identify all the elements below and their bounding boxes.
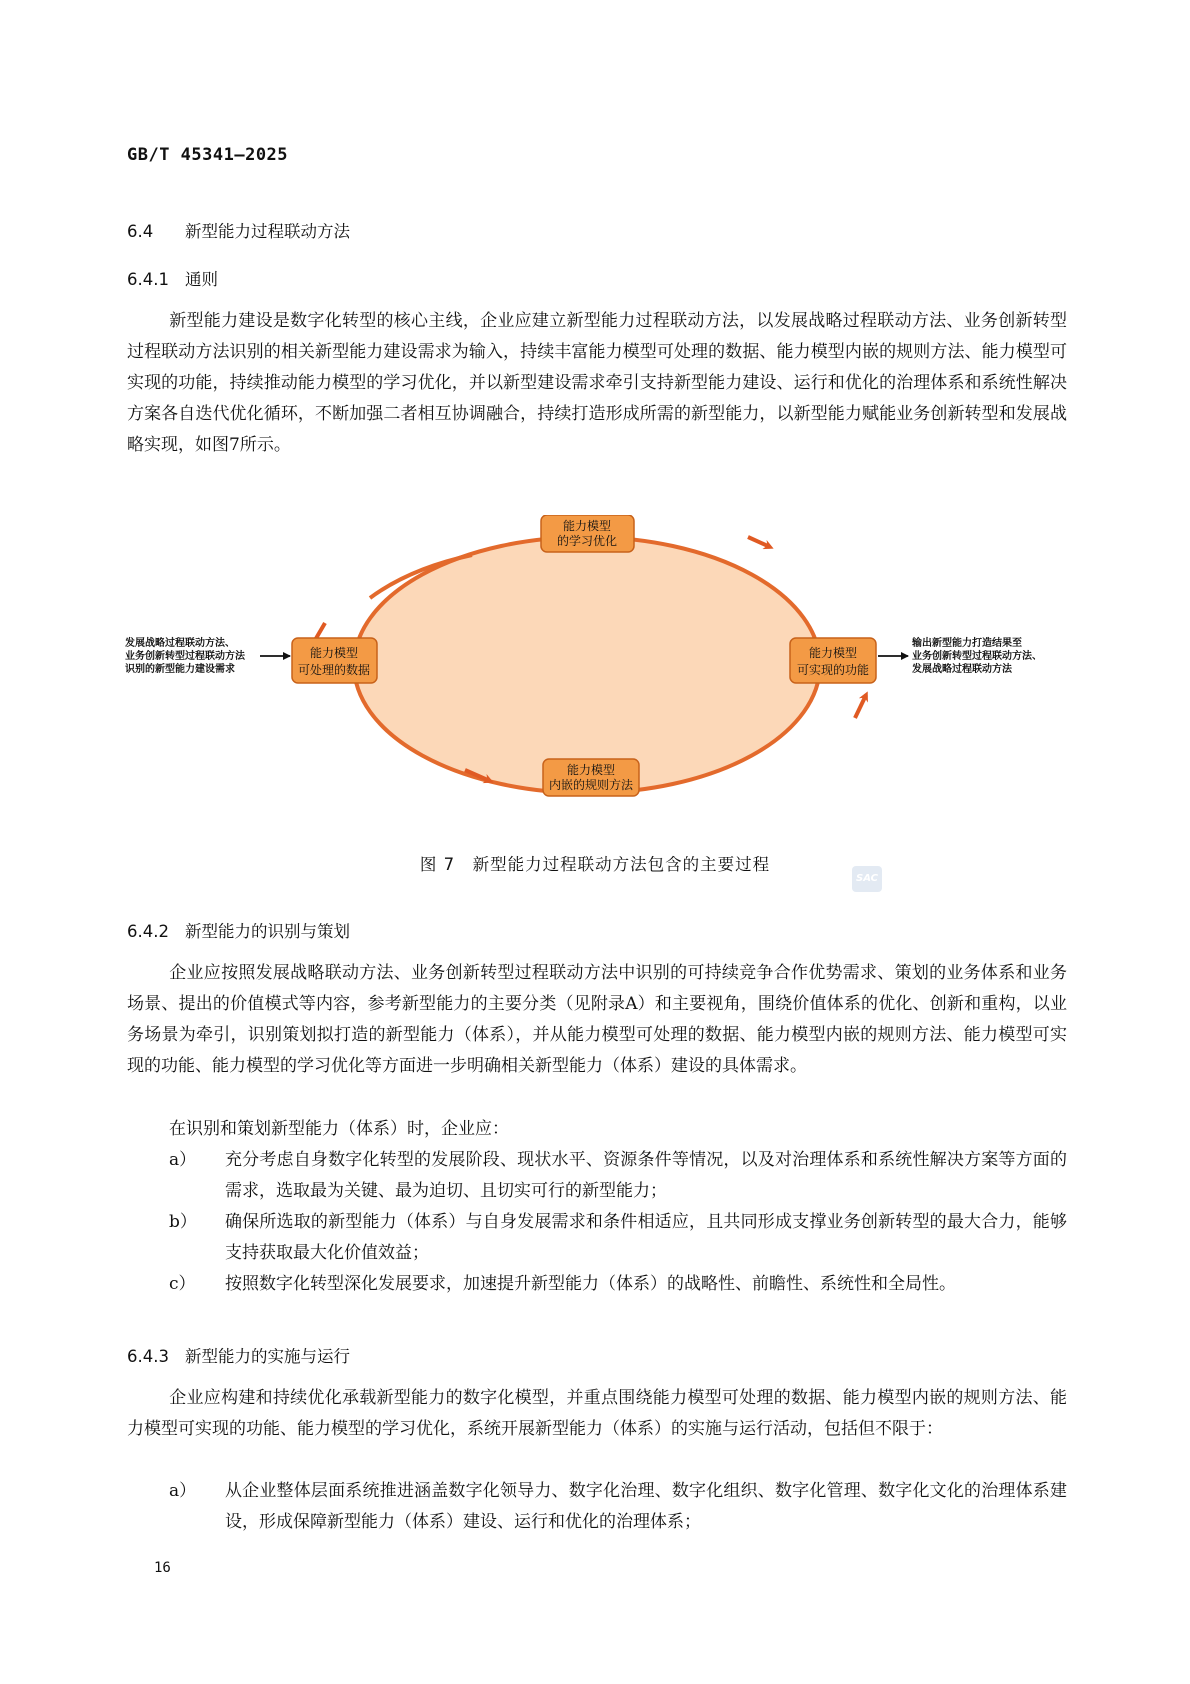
figure-caption: 图 7 新型能力过程联动方法包含的主要过程 [419, 855, 771, 874]
paragraph-6-4-1 [127, 306, 1067, 461]
cycle-arrow-top-right [748, 537, 770, 547]
svg-text:识别的新型能力建设需求: 识别的新型能力建设需求 [125, 664, 235, 675]
paragraph-6-4-2 [127, 958, 1067, 1082]
paragraph-text: 企业应构建和持续优化承载新型能力的数字化模型，并重点围绕能力模型可处理的数据、能力模型内嵌的规则方法、能力模型可实现的功能、能力模型的学习优化，系统开展新型能力（体系）的实施与运行活动，包括但不限于： [127, 1388, 1067, 1439]
node-processable-data [292, 638, 377, 683]
node-label-line1: 能力模型 [309, 646, 359, 660]
paragraph-6-4-3 [127, 1383, 1067, 1445]
section-title: 通则 [185, 270, 218, 289]
figure-7-diagram [120, 515, 1070, 815]
paragraph-6-4-2-lead [127, 1114, 1067, 1145]
node-label-line2: 的学习优化 [556, 534, 618, 548]
section-number: 6.4.3 [127, 1347, 169, 1366]
section-6-4-heading [127, 218, 350, 242]
list-item [127, 1145, 1067, 1207]
paragraph-text: 在识别和策划新型能力（体系）时，企业应： [169, 1119, 509, 1139]
section-number: 6.4 [127, 222, 154, 241]
section-number: 6.4.1 [127, 270, 169, 289]
list-text: 按照数字化转型深化发展要求，加速提升新型能力（体系）的战略性、前瞻性、系统性和全局性。 [225, 1274, 956, 1294]
section-6-4-2-heading [127, 918, 350, 942]
node-label-line2: 可实现的功能 [796, 663, 870, 677]
node-label-line1: 能力模型 [808, 646, 858, 660]
section-number: 6.4.2 [127, 922, 169, 941]
cycle-ellipse [354, 537, 820, 793]
page-number: 16 [154, 1560, 171, 1576]
list-marker: a） [169, 1150, 197, 1170]
input-label [124, 636, 246, 675]
list-item [127, 1207, 1067, 1269]
sac-watermark-logo: SAC [852, 866, 882, 892]
section-title: 新型能力的实施与运行 [185, 1347, 350, 1366]
section-title: 新型能力的识别与策划 [185, 922, 350, 941]
node-label-line1: 能力模型 [562, 519, 612, 533]
svg-text:输出新型能力打造结果至: 输出新型能力打造结果至 [912, 638, 1022, 649]
section-6-4-3-heading [127, 1343, 350, 1367]
node-embedded-rules [543, 759, 639, 796]
list-marker: b） [169, 1212, 197, 1232]
list-text: 充分考虑自身数字化转型的发展阶段、现状水平、资源条件等情况，以及对治理体系和系统性解决方案等方面的需求，选取最为关键、最为迫切、且切实可行的新型能力； [225, 1150, 1067, 1201]
cycle-arrow-to-right [855, 695, 866, 718]
node-label-line1: 能力模型 [566, 763, 616, 777]
paragraph-text: 企业应按照发展战略联动方法、业务创新转型过程联动方法中识别的可持续竞争合作优势需求、策划的业务体系和业务场景、提出的价值模式等内容，参考新型能力的主要分类（见附录A）和主要视角，围绕价值体系的优化、创新和重构，以业务场景为牵引，识别策划拟打造的新型能力（体系），并从能力模型可处理的数据、能力模型内嵌的规则方法、能力模型可实现的功能、能力模型的学习优化等方面进一步明确相关新型能力（体系）建设的具体需求。 [127, 963, 1067, 1076]
standard-code: GB/T 45341—2025 [127, 145, 289, 165]
list-marker: a） [169, 1481, 197, 1501]
section-6-4-1-heading [127, 266, 218, 290]
list-6-4-3 [127, 1476, 1067, 1538]
svg-text:业务创新转型过程联动方法、: 业务创新转型过程联动方法、 [912, 651, 1042, 662]
node-label-line2: 内嵌的规则方法 [548, 778, 634, 792]
list-6-4-2 [127, 1145, 1067, 1300]
paragraph-text: 新型能力建设是数字化转型的核心主线，企业应建立新型能力过程联动方法，以发展战略过程联动方法、业务创新转型过程联动方法识别的相关新型能力建设需求为输入，持续丰富能力模型可处理的数据、能力模型内嵌的规则方法、能力模型可实现的功能，持续推动能力模型的学习优化，并以新型建设需求牵引支持新型能力建设、运行和优化的治理体系和系统性解决方案各自迭代优化循环，不断加强二者相互协调融合，持续打造形成所需的新型能力，以新型能力赋能业务创新转型和发展战略实现，如图7所示。 [127, 311, 1067, 455]
node-achievable-functions [790, 638, 876, 683]
list-item [127, 1476, 1067, 1538]
list-marker: c） [169, 1274, 196, 1294]
svg-text:发展战略过程联动方法、: 发展战略过程联动方法、 [125, 638, 235, 649]
node-label-line2: 可处理的数据 [297, 663, 371, 677]
list-text: 确保所选取的新型能力（体系）与自身发展需求和条件相适应，且共同形成支撑业务创新转型的最大合力，能够支持获取最大化价值效益； [225, 1212, 1067, 1263]
output-label [911, 636, 1042, 675]
node-learning-optimization [541, 515, 634, 552]
list-item [127, 1269, 1067, 1300]
section-title: 新型能力过程联动方法 [185, 222, 350, 241]
svg-text:发展战略过程联动方法: 发展战略过程联动方法 [912, 664, 1012, 675]
list-text: 从企业整体层面系统推进涵盖数字化领导力、数字化治理、数字化组织、数字化管理、数字化文化的治理体系建设，形成保障新型能力（体系）建设、运行和优化的治理体系； [225, 1481, 1067, 1532]
svg-text:业务创新转型过程联动方法: 业务创新转型过程联动方法 [125, 651, 245, 662]
